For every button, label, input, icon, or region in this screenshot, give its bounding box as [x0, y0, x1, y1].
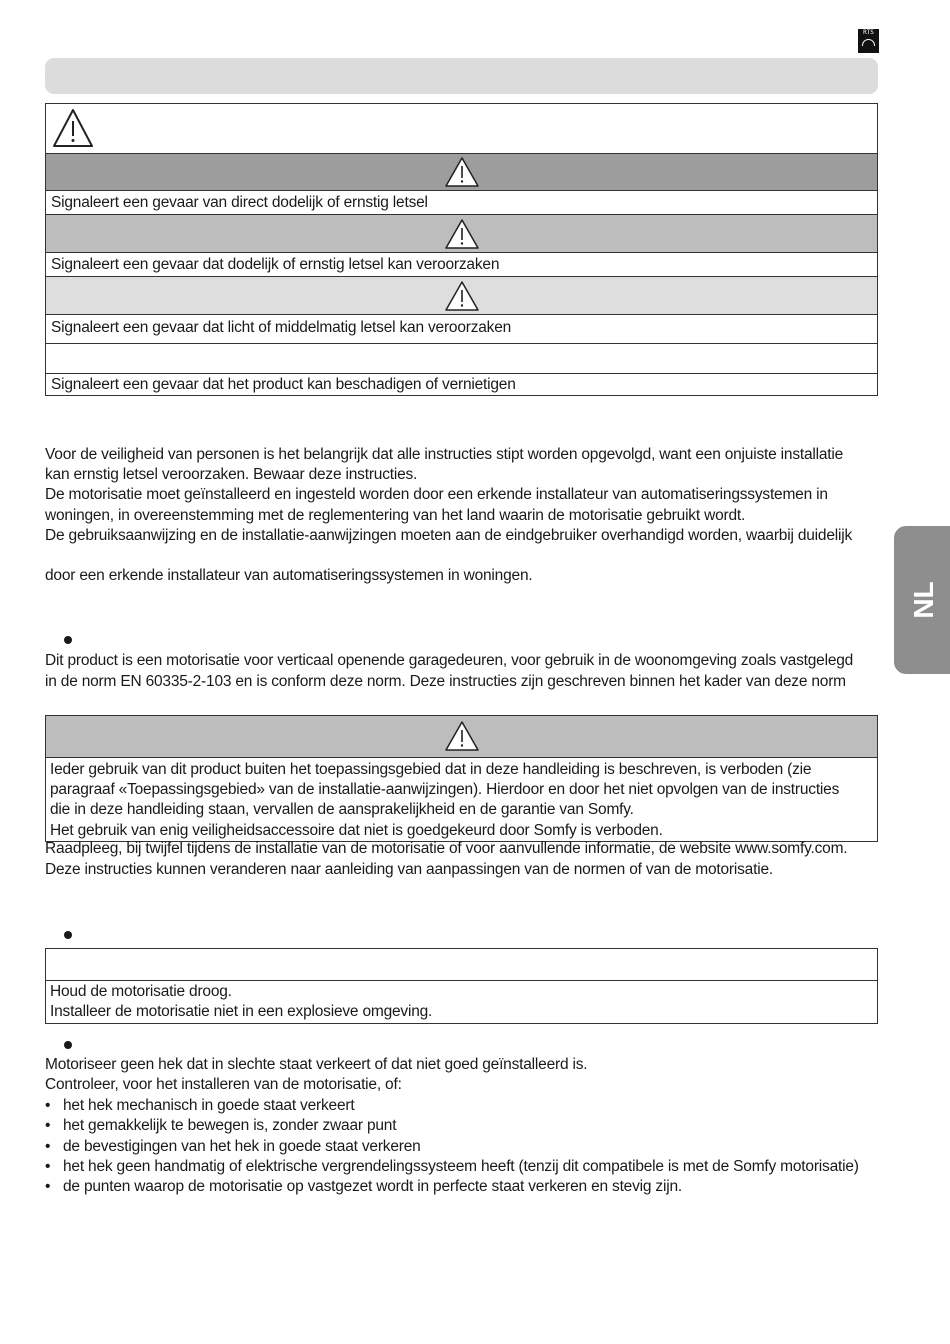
- intro-line-4: woningen, in overeenstemming met de reglementering van het land waarin de motorisatie gebruikt wordt.: [45, 507, 746, 524]
- hazard-level-1-text: Signaleert een gevaar van direct dodelijk of ernstig letsel: [51, 194, 428, 211]
- warning-triangle-icon: [444, 218, 480, 250]
- bullet-marker: •: [45, 1138, 51, 1155]
- bullet-marker: •: [45, 1158, 51, 1175]
- rts-logo-text: RTS: [863, 29, 874, 36]
- gate-bullet-3: de bevestigingen van het hek in goede staat verkeren: [63, 1138, 421, 1155]
- warning-triangle-icon: [51, 107, 95, 149]
- gate-bullet-5: de punten waarop de motorisatie op vastgezet wordt in perfecte staat verkeren en stevig zijn.: [63, 1178, 682, 1195]
- intro-line-6: door een erkende installateur van automatiseringssystemen in woningen.: [45, 567, 533, 584]
- language-tab-label: NL: [908, 581, 939, 619]
- intro-line-5: De gebruiksaanwijzing en de installatie-aanwijzingen moeten aan de eindgebruiker overhandigd worden, waarbij duidelijk: [45, 527, 853, 544]
- bullet-dot: [64, 636, 72, 644]
- gate-bullet-4: het hek geen handmatig of elektrische vergrendelingssysteem heeft (tenzij dit compatibele is met de Somfy motorisatie): [63, 1158, 859, 1175]
- scope-line-1: Dit product is een motorisatie voor verticaal openende garagedeuren, voor gebruik in de woonomgeving zoals vastgelegd: [45, 652, 854, 669]
- info-line-1: Raadpleeg, bij twijfel tijdens de installatie van de motorisatie of voor aanvullende informatie, de website www.somfy.com.: [45, 840, 848, 857]
- bullet-marker: •: [45, 1117, 51, 1134]
- warning-triangle-icon: [444, 720, 480, 752]
- gate-line-1: Motoriseer geen hek dat in slechte staat verkeert of dat niet goed geïnstalleerd is.: [45, 1056, 588, 1073]
- hazard-level-3-header: [46, 276, 877, 314]
- hazard-level-4-header: [46, 343, 877, 373]
- hazard-level-1-header: [46, 153, 877, 190]
- hazard-level-4-text-row: [46, 373, 877, 396]
- bullet-dot: [64, 931, 72, 939]
- environment-line-1: Houd de motorisatie droog.: [50, 983, 232, 1000]
- gate-line-2: Controleer, voor het installeren van de motorisatie, of:: [45, 1076, 402, 1093]
- hazard-level-2-text: Signaleert een gevaar dat dodelijk of ernstig letsel kan veroorzaken: [51, 256, 500, 273]
- intro-line-1: Voor de veiligheid van personen is het belangrijk dat alle instructies stipt worden opgevolgd, want een onjuiste installatie: [45, 446, 844, 463]
- warning-box-body: [46, 757, 877, 841]
- hazard-header-row: [46, 104, 877, 153]
- environment-line-2: Installeer de motorisatie niet in een explosieve omgeving.: [50, 1003, 433, 1020]
- scope-line-2: in de norm EN 60335-2-103 en is conform deze norm. Deze instructies zijn geschreven binnen het kader van deze norm: [45, 673, 846, 690]
- warning-triangle-icon: [444, 156, 480, 188]
- hazard-level-3-text-row: [46, 314, 877, 343]
- hazard-legend-table: [45, 103, 878, 396]
- bullet-dot: [64, 1041, 72, 1049]
- environment-box-body: [46, 980, 877, 1023]
- warning-line-2: paragraaf «Toepassingsgebied» van de installatie-aanwijzingen). Hierdoor en door het niet opvolgen van de instructies: [50, 781, 840, 798]
- intro-line-3: De motorisatie moet geïnstalleerd en ingesteld worden door een erkende installateur van automatiseringssystemen in: [45, 486, 828, 503]
- gate-bullet-1: het hek mechanisch in goede staat verkeert: [63, 1097, 355, 1114]
- rts-radio-icon: [858, 29, 879, 53]
- environment-box: [45, 948, 878, 1024]
- warning-box-header: [46, 716, 877, 757]
- language-tab: [894, 526, 950, 674]
- hazard-level-1-text-row: [46, 190, 877, 214]
- section-title-bar: [45, 58, 878, 94]
- hazard-level-4-text: Signaleert een gevaar dat het product kan beschadigen of vernietigen: [51, 376, 516, 393]
- bullet-marker: •: [45, 1178, 51, 1195]
- warning-line-1: Ieder gebruik van dit product buiten het toepassingsgebied dat in deze handleiding is beschreven, is verboden (zie: [50, 761, 812, 778]
- warning-line-4: Het gebruik van enig veiligheidsaccessoire dat niet is goedgekeurd door Somfy is verboden.: [50, 822, 663, 839]
- hazard-level-2-text-row: [46, 252, 877, 276]
- bullet-marker: •: [45, 1097, 51, 1114]
- hazard-level-2-header: [46, 214, 877, 252]
- hazard-level-3-text: Signaleert een gevaar dat licht of middelmatig letsel kan veroorzaken: [51, 319, 512, 336]
- gate-bullet-2: het gemakkelijk te bewegen is, zonder zwaar punt: [63, 1117, 397, 1134]
- intro-line-2: kan ernstig letsel veroorzaken. Bewaar deze instructies.: [45, 466, 418, 483]
- warning-box: [45, 715, 878, 842]
- info-line-2: Deze instructies kunnen veranderen naar aanleiding van aanpassingen van de normen of van de motorisatie.: [45, 861, 773, 878]
- warning-triangle-icon: [444, 280, 480, 312]
- environment-box-header: [46, 949, 877, 980]
- warning-line-3: die in deze handleiding staan, vervallen de aansprakelijkheid en de garantie van Somfy.: [50, 801, 634, 818]
